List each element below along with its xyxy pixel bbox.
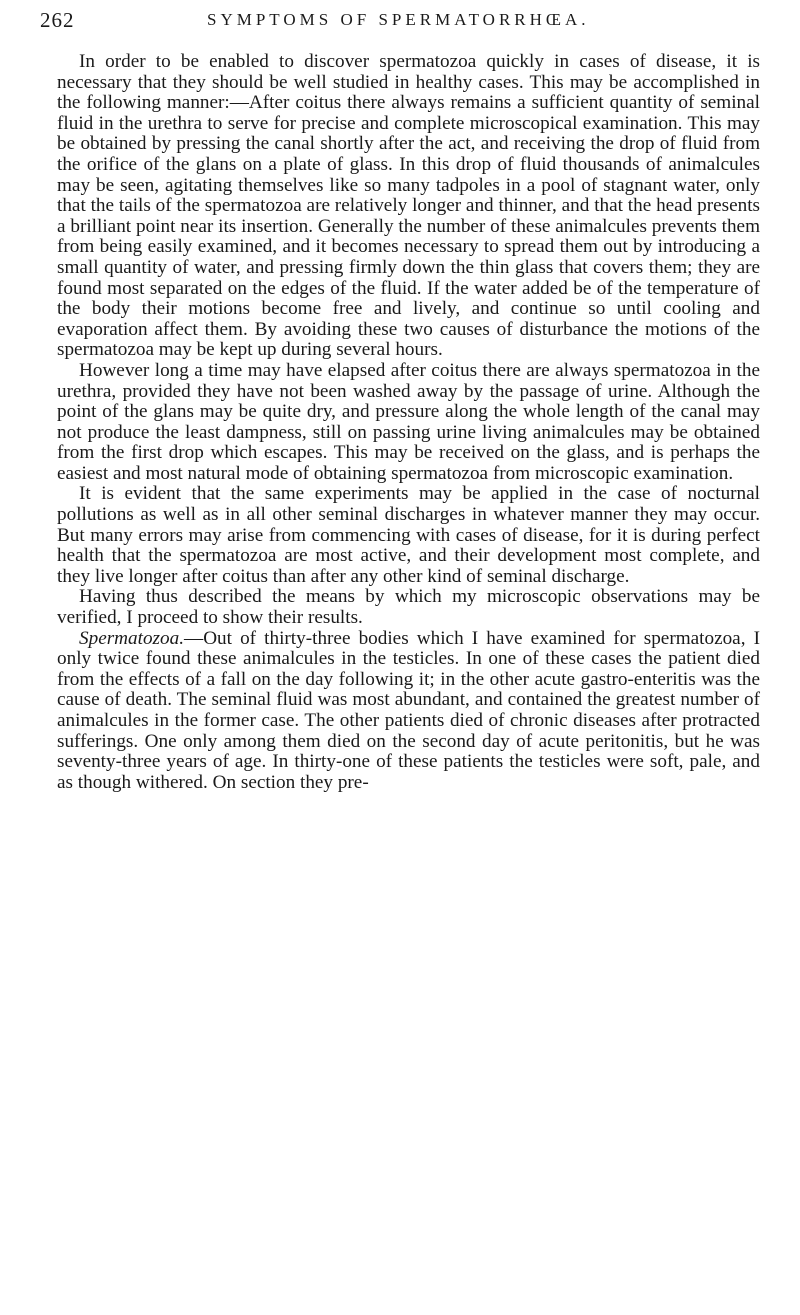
paragraph-observations-intro: Having thus described the means by which my microscopic observations may be verified, I proceed to show their results. — [57, 586, 760, 629]
paragraph-spermatozoa — [57, 629, 760, 794]
body-text — [57, 52, 760, 793]
running-title: SYMPTOMS OF SPERMATORRHŒA. — [207, 10, 590, 29]
section-text: —Out of thirty-three bodies which I have examined for spermatozoa, I only twice found these animalcules in the testicles. In one of these cases the patient died from the effects of a fall on the day following it; in the other acute gastro-enteritis was the cause of death. The seminal fluid was most abundant, and contained the greatest number of animalcules in the former case. The other patients died of chronic diseases after protracted sufferings. One only among them died on the second day of acute peritonitis, but he was seventy-three years of age. In thirty-one of these patients the testicles were soft, pale, and as though withered. On section they pre- — [57, 627, 760, 793]
paragraph-urine-samples: However long a time may have elapsed after coitus there are always spermatozoa in the urethra, provided they have not been washed away by the passage of urine. Although the point of the glans may be quite dry, and pressure along the whole length of the canal may not produce the least dampness, still on passing urine living animalcules may be obtained from the first drop which escapes. This may be received on the glass, and is perhaps the easiest and most natural mode of obtaining spermatozoa from microscopic examination. — [57, 359, 760, 484]
section-lead-term: Spermatozoa. — [79, 627, 184, 649]
running-head — [40, 8, 760, 38]
page-number: 262 — [40, 8, 75, 32]
paragraph-nocturnal-pollutions: It is evident that the same experiments may be applied in the case of nocturnal pollutions as well as in all other seminal discharges in whatever manner they may occur. But many errors may arise from commencing with cases of disease, for it is during perfect health that the spermatozoa are most active, and their development most complete, and they live longer after coitus than after any other kind of seminal discharge. — [57, 483, 760, 587]
paragraph-collecting-samples: In order to be enabled to discover spermatozoa quickly in cases of disease, it is necessary that they should be well studied in healthy cases. This may be accomplished in the following manner:—After coitus there always remains a sufficient quantity of seminal fluid in the urethra to serve for precise and complete microscopical examination. This may be obtained by pressing the canal shortly after the act, and receiving the drop of fluid from the orifice of the glans on a plate of glass. In this drop of fluid thousands of animalcules may be seen, agitating themselves like so many tadpoles in a pool of stagnant water, only that the tails of the spermatozoa are relatively longer and thinner, and that the head presents a brilliant point near its insertion. Generally the number of these animalcules prevents them from being easily examined, and it becomes necessary to spread them out by introducing a small quantity of water, and pressing firmly down the thin glass that covers them; they are found most separated on the edges of the fluid. If the water added be of the temperature of the body their motions become free and lively, and continue so until cooling and evaporation affect them. By avoiding these two causes of disturbance the motions of the spermatozoa may be kept up during several hours. — [57, 51, 760, 361]
